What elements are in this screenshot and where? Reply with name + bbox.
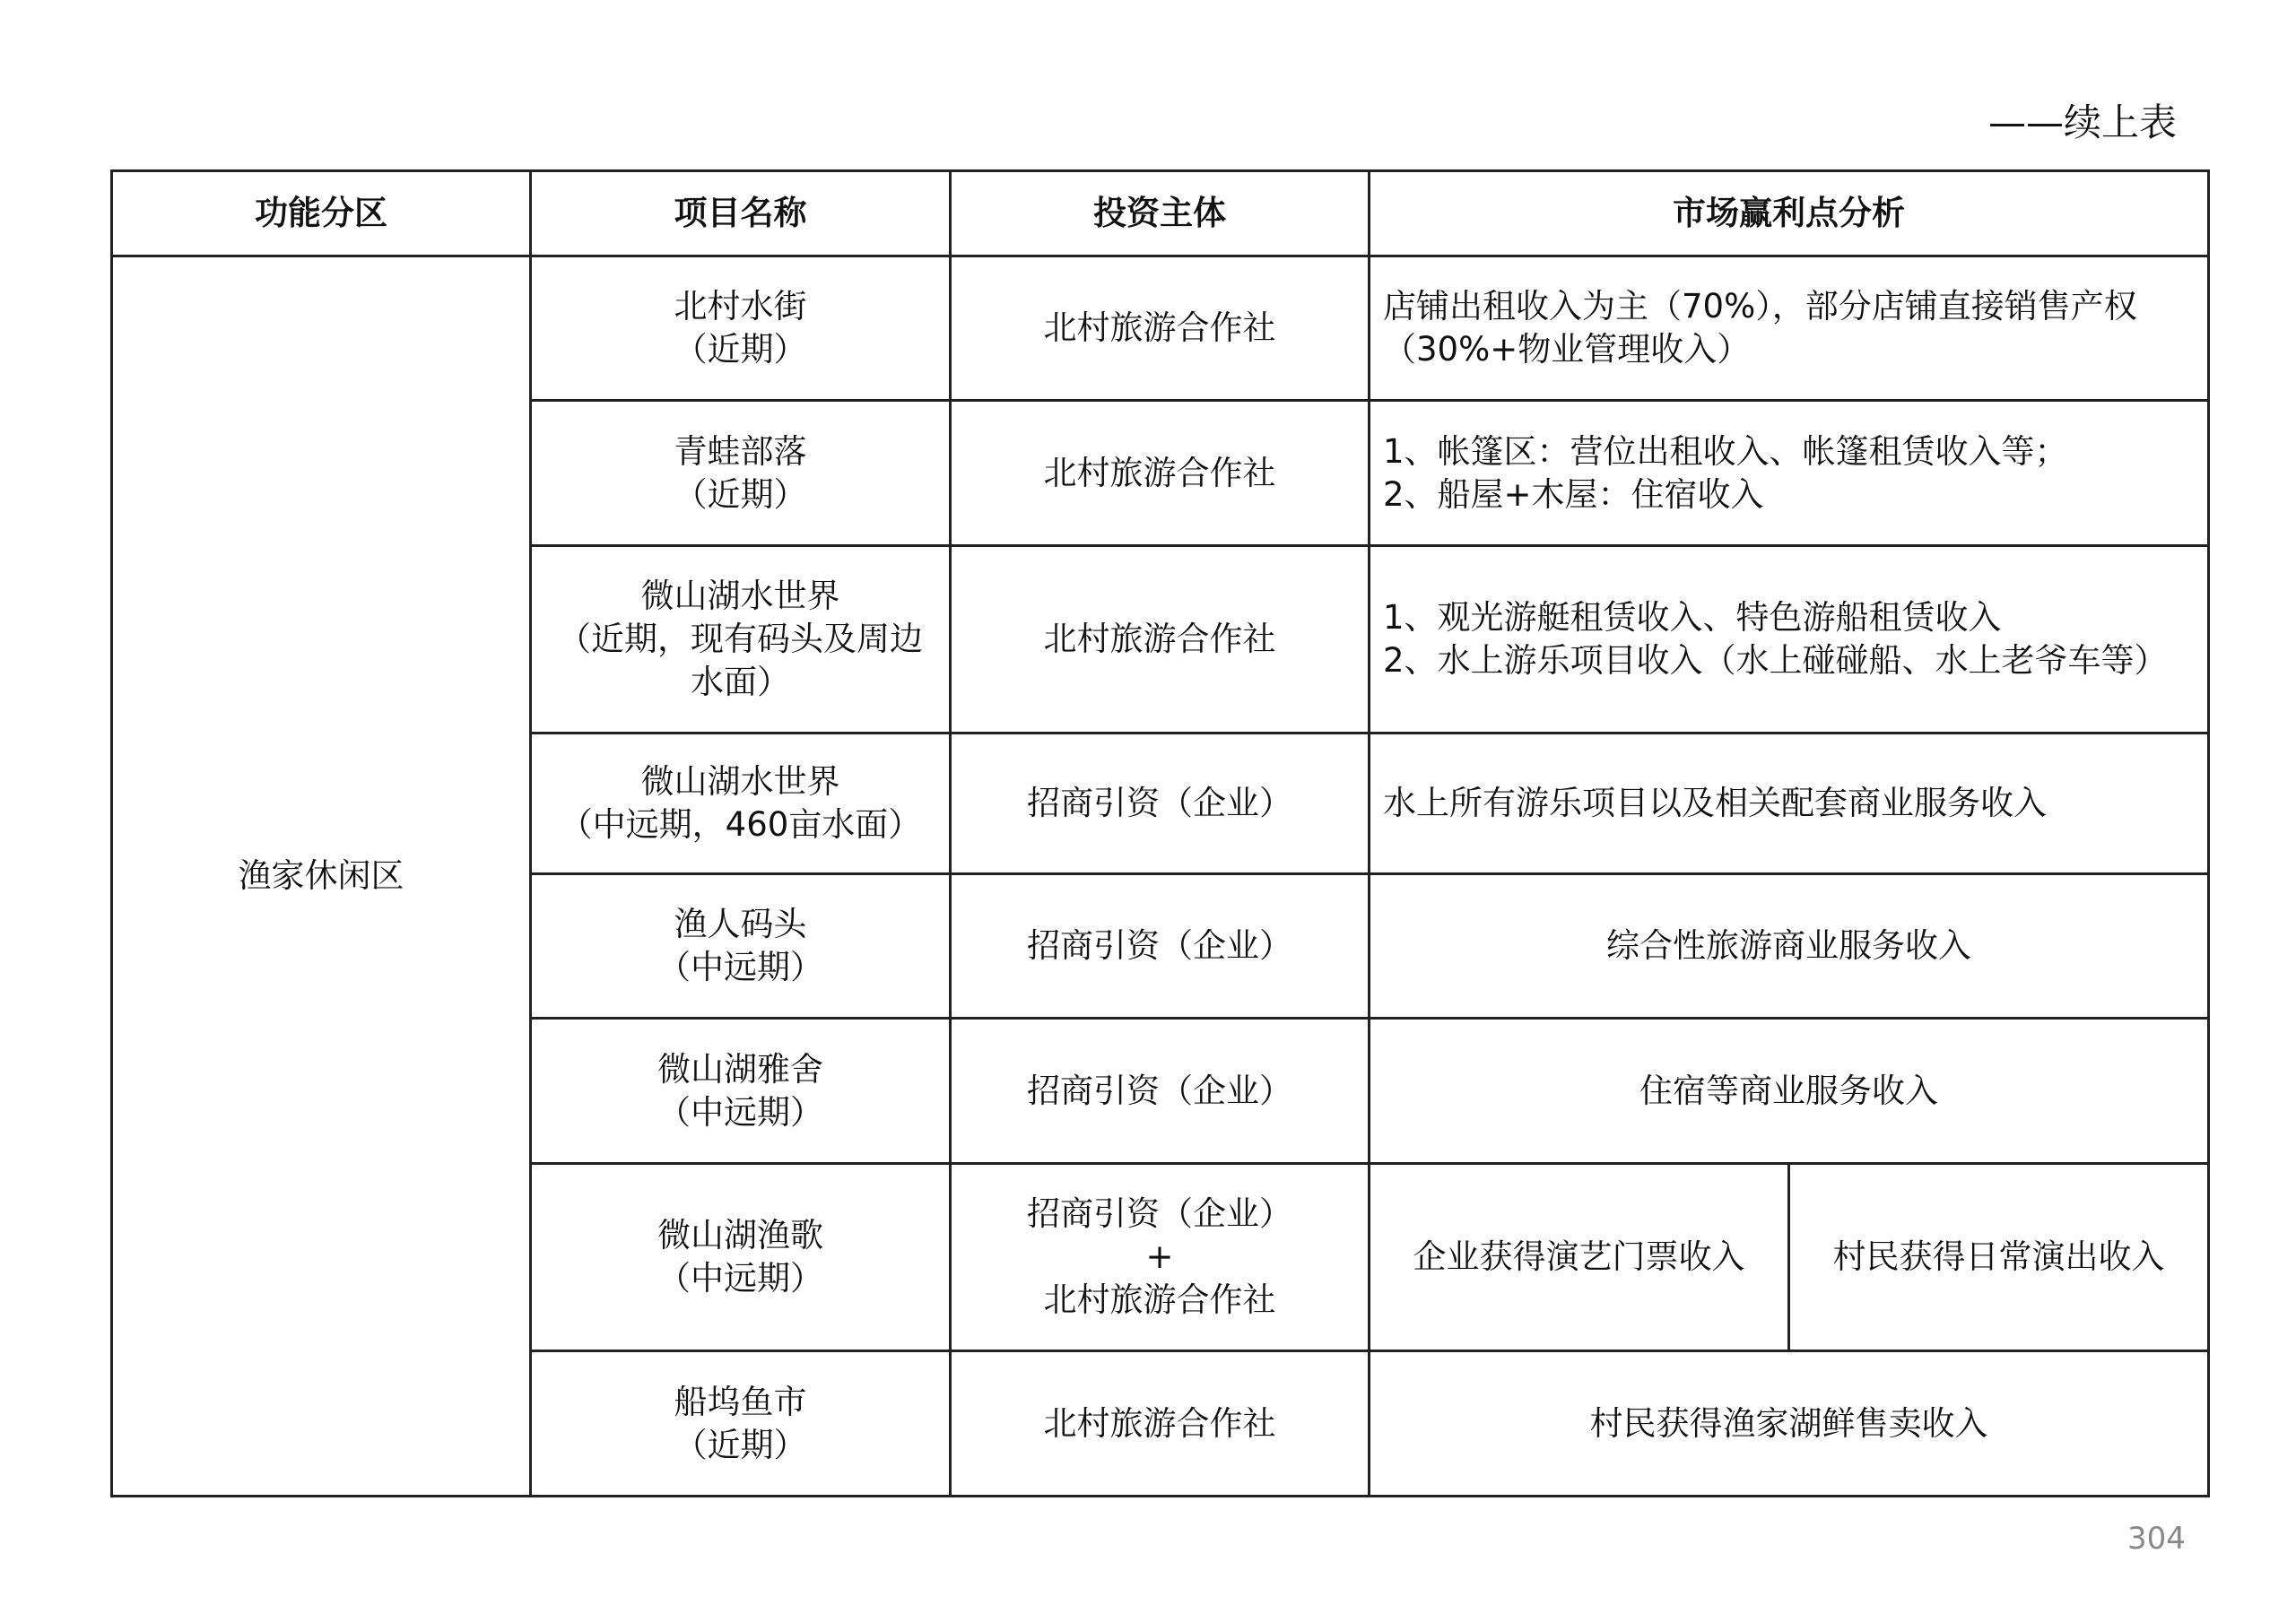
investor: 北村旅游合作社 <box>951 256 1370 401</box>
investor: 招商引资（企业） <box>951 733 1370 874</box>
project-name: 微山湖水世界 （近期，现有码头及周边 水面） <box>531 546 951 733</box>
investor: 招商引资（企业） + 北村旅游合作社 <box>951 1164 1370 1351</box>
zone-cell: 渔家休闲区 <box>112 256 531 1497</box>
analysis: 住宿等商业服务收入 <box>1370 1019 2209 1164</box>
header-investor: 投资主体 <box>951 171 1370 256</box>
project-name: 船坞鱼市 （近期） <box>531 1351 951 1497</box>
investor: 北村旅游合作社 <box>951 546 1370 733</box>
investor: 招商引资（企业） <box>951 874 1370 1019</box>
investor: 北村旅游合作社 <box>951 401 1370 546</box>
header-row <box>112 171 2209 256</box>
analysis: 水上所有游乐项目以及相关配套商业服务收入 <box>1370 733 2209 874</box>
analysis-villagers: 村民获得日常演出收入 <box>1789 1164 2209 1351</box>
header-zone: 功能分区 <box>112 171 531 256</box>
investor: 招商引资（企业） <box>951 1019 1370 1164</box>
project-name: 微山湖渔歌 （中远期） <box>531 1164 951 1351</box>
analysis: 村民获得渔家湖鲜售卖收入 <box>1370 1351 2209 1497</box>
table-row <box>112 256 2209 401</box>
project-name: 微山湖雅舍 （中远期） <box>531 1019 951 1164</box>
page-number: 304 <box>2127 1521 2186 1557</box>
project-name: 北村水街 （近期） <box>531 256 951 401</box>
project-name: 微山湖水世界 （中远期，460亩水面） <box>531 733 951 874</box>
continued-label: ——续上表 <box>1987 100 2177 144</box>
project-name: 渔人码头 （中远期） <box>531 874 951 1019</box>
project-name: 青蛙部落 （近期） <box>531 401 951 546</box>
analysis: 1、观光游艇租赁收入、特色游船租赁收入 2、水上游乐项目收入（水上碰碰船、水上老爷车等） <box>1370 546 2209 733</box>
header-project: 项目名称 <box>531 171 951 256</box>
analysis: 店铺出租收入为主（70%），部分店铺直接销售产权 （30%+物业管理收入） <box>1370 256 2209 401</box>
investor: 北村旅游合作社 <box>951 1351 1370 1497</box>
revenue-table <box>110 169 2210 1497</box>
analysis: 1、帐篷区：营位出租收入、帐篷租赁收入等； 2、船屋+木屋：住宿收入 <box>1370 401 2209 546</box>
analysis: 综合性旅游商业服务收入 <box>1370 874 2209 1019</box>
header-analysis: 市场赢利点分析 <box>1370 171 2209 256</box>
analysis-enterprise: 企业获得演艺门票收入 <box>1370 1164 1789 1351</box>
